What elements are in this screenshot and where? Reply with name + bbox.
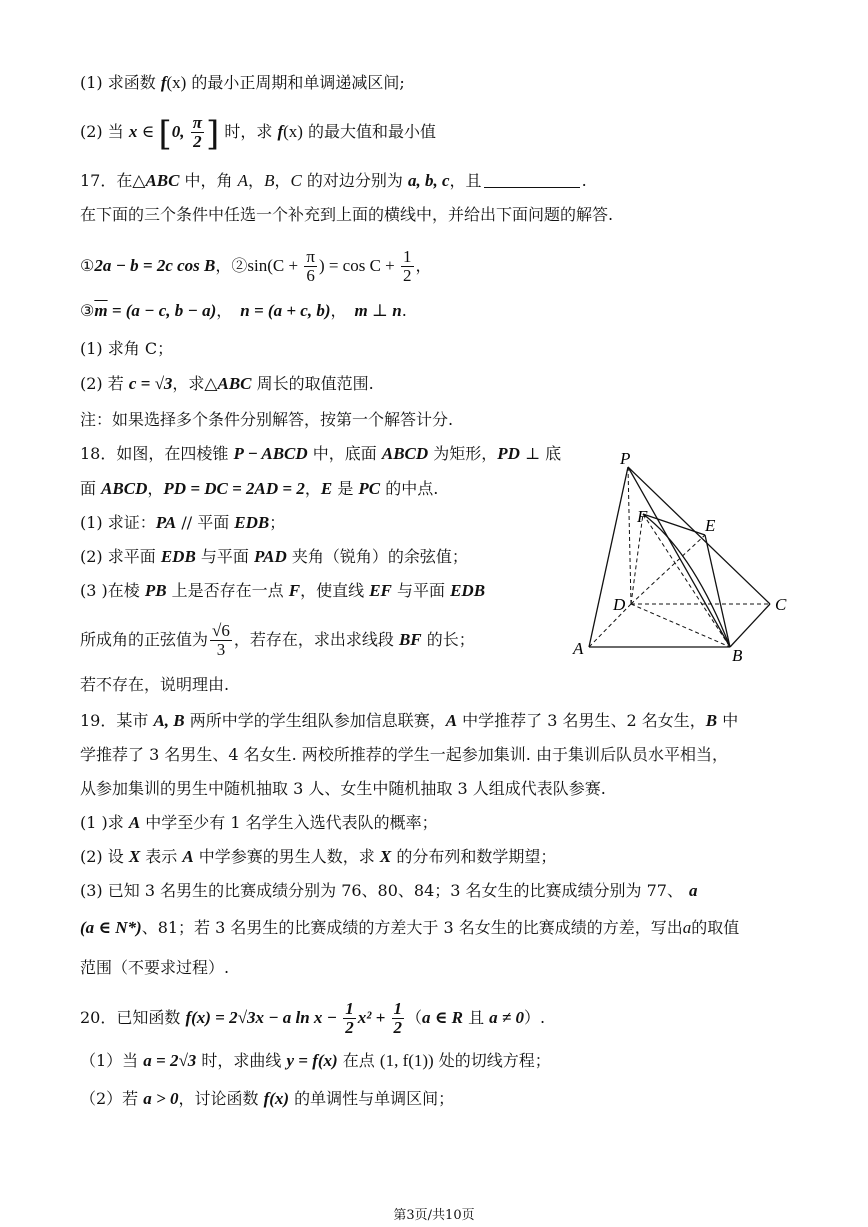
q18-part3-cont: 所成角的正弦值为 $\frac{√6}{3}$ ，若存在，求出求线段 BF 的长； bbox=[80, 621, 475, 659]
q18-part1: (1) 求证：PA // 平面 EDB； bbox=[80, 513, 286, 532]
q19-part3-cont: (a ∈ N*)、81；若 3 名男生的比赛成绩的方差大于 3 名女生的比赛成绩的方差，写出a的取值 bbox=[80, 918, 740, 937]
q17-condition-3: $③\overline{m} = (a - c$, b − a)， n = (a + c, b)， m ⊥ n. bbox=[80, 301, 407, 320]
q19-part2: (2) 设 X 表示 A 中学参赛的男生人数，求 X 的分布列和数学期望； bbox=[80, 847, 557, 866]
q17-part1: (1) 求角 C； bbox=[80, 339, 174, 358]
label-E: E bbox=[705, 516, 716, 535]
q20-heading: 20．已知函数 f(x) = 2√3x − a ln x − $\frac{1}{2}$ x² + $\frac{1}{2}$ （a ∈ R 且 a ≠ 0）. bbox=[80, 999, 546, 1037]
q18-part3: (3 )在棱 PB 上是否存在一点 F，使直线 EF 与平面 EDB bbox=[80, 581, 486, 600]
edge-BC bbox=[730, 604, 770, 647]
q17-part2: (2) 若 c = √3，求△ABC 周长的取值范围. bbox=[80, 374, 374, 393]
q18-part3-end: 若不存在，说明理由. bbox=[80, 675, 230, 694]
label-D: D bbox=[613, 595, 626, 614]
segment-FE bbox=[643, 514, 705, 535]
q18-part2: (2) 求平面 EDB 与平面 PAD 夹角（锐角）的余弦值； bbox=[80, 547, 468, 566]
q20-part2: （2）若 a > 0，讨论函数 f(x) 的单调性与单调区间； bbox=[80, 1089, 455, 1108]
q17-intro: 在下面的三个条件中任选一个补充到上面的横线中，并给出下面问题的解答. bbox=[80, 205, 614, 224]
label-A: A bbox=[573, 639, 584, 658]
q16-part2: (2) 当 x ∈ [0, $\frac{\pi}{2}$ ] 时，求 f(x) 的最大值和最小值 bbox=[80, 113, 437, 154]
q19-part3-end: 范围（不要求过程）. bbox=[80, 958, 230, 977]
segment-DE bbox=[631, 535, 705, 604]
edge-DB bbox=[631, 604, 730, 647]
page-footer: 第3页/共10页 bbox=[393, 1208, 475, 1223]
q17-conditions-1-2: ①2a − b = 2c cos B，②sin(C + $\frac{\pi}{6}$ ) = cos C + $\frac{1}{2}$ ， bbox=[80, 247, 432, 285]
label-C: C bbox=[775, 595, 787, 614]
edge-PB bbox=[628, 467, 730, 647]
q19-heading-cont: 学推荐了 3 名男生、4 名女生. 两校所推荐的学生一起参加集训. 由于集训后队员水平相当， bbox=[80, 745, 728, 764]
pyramid-figure bbox=[565, 442, 805, 672]
edge-PA bbox=[589, 467, 628, 647]
label-B: B bbox=[732, 646, 743, 665]
q19-part1: (1 )求 A 中学至少有 1 名学生入选代表队的概率； bbox=[80, 813, 438, 832]
edge-PC bbox=[628, 467, 770, 604]
q19-heading-end: 从参加集训的男生中随机抽取 3 人、女生中随机抽取 3 人组成代表队参赛. bbox=[80, 779, 606, 798]
label-F: F bbox=[637, 507, 648, 526]
q19-heading: 19．某市 A, B 两所中学的学生组队参加信息联赛，A 中学推荐了 3 名男生、2 名女生，B 中 bbox=[80, 711, 739, 730]
q17-note: 注：如果选择多个条件分别解答，按第一个解答计分. bbox=[80, 410, 454, 429]
segment-FB bbox=[643, 514, 730, 647]
q18-heading-cont: 面 ABCD，PD = DC = 2AD = 2，E 是 PC 的中点. bbox=[80, 479, 439, 498]
q20-part1: （1）当 a = 2√3 时，求曲线 y = f(x) 在点 (1, f(1)) 处的切线方程； bbox=[80, 1051, 551, 1070]
segment-DF bbox=[631, 514, 643, 604]
segment-EB bbox=[705, 535, 730, 647]
edge-PD bbox=[628, 467, 631, 604]
q17-heading: 17．在△ABC 中，角 A，B，C 的对边分别为 a, b, c，且 . bbox=[80, 171, 587, 190]
q16-part1: (1) 求函数 f(x) 的最小正周期和单调递减区间; bbox=[80, 73, 405, 92]
q18-heading: 18．如图，在四棱锥 P − ABCD 中，底面 ABCD 为矩形，PD ⊥ 底 bbox=[80, 444, 562, 463]
label-P: P bbox=[620, 449, 631, 468]
q19-part3: (3) 已知 3 名男生的比赛成绩分别为 76、80、84；3 名女生的比赛成绩分别为 77、 a bbox=[80, 881, 698, 900]
answer-blank bbox=[484, 171, 580, 188]
